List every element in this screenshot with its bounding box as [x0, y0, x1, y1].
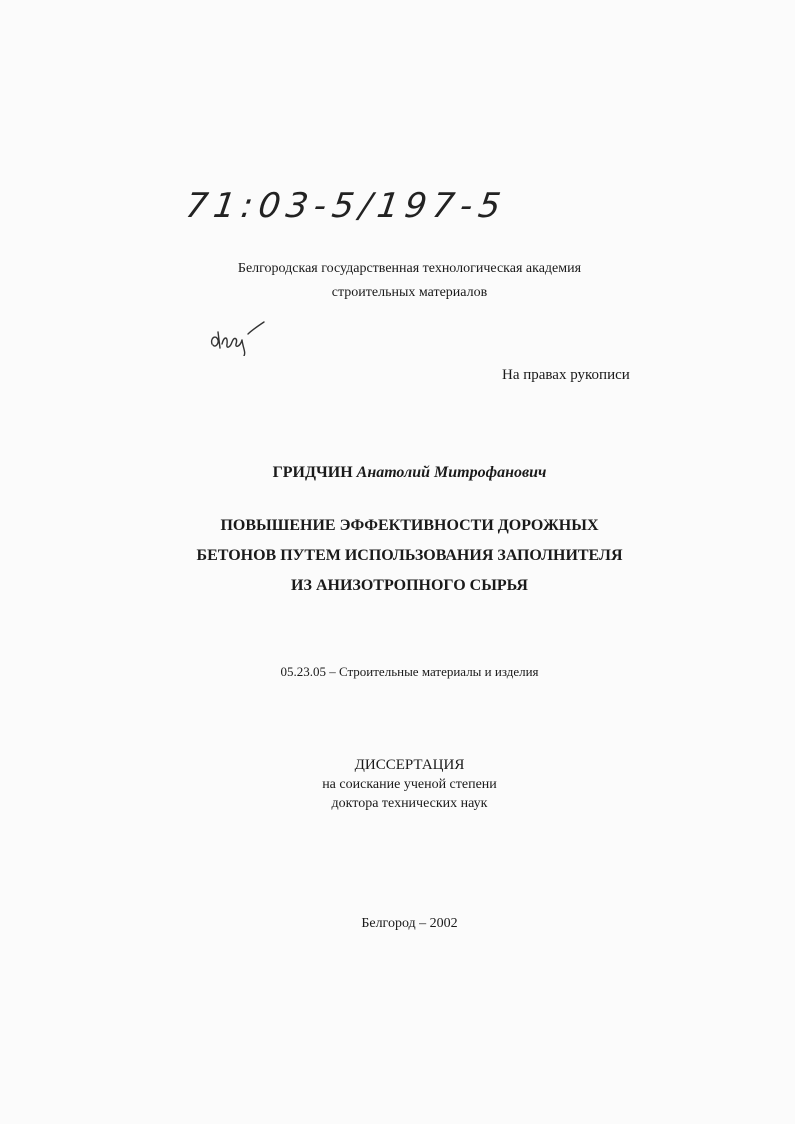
signature-mark — [208, 318, 268, 356]
thesis-title-line-3: ИЗ АНИЗОТРОПНОГО СЫРЬЯ — [291, 577, 528, 594]
manuscript-rights-label: На правах рукописи — [502, 367, 630, 383]
author-name — [12, 464, 795, 482]
thesis-type: ДИССЕРТАЦИЯ — [354, 757, 465, 773]
thesis-purpose: на соискание ученой степени — [322, 777, 497, 792]
institution-line-1: Белгородская государственная технологическая академия — [237, 261, 582, 276]
thesis-title-line-2: БЕТОНОВ ПУТЕМ ИСПОЛЬЗОВАНИЯ ЗАПОЛНИТЕЛЯ — [196, 547, 623, 564]
institution-line-2: строительных материалов — [331, 285, 488, 300]
place-year: Белгород – 2002 — [361, 916, 458, 931]
archive-code-handwritten: 71:03-5/197-5 — [183, 186, 509, 226]
thesis-title-line-1: ПОВЫШЕНИЕ ЭФФЕКТИВНОСТИ ДОРОЖНЫХ — [220, 517, 599, 534]
specialty-code: 05.23.05 – Строительные материалы и изделия — [280, 664, 539, 679]
author-surname: ГРИДЧИН — [272, 464, 353, 481]
thesis-degree: доктора технических наук — [331, 796, 488, 811]
author-given-names: Анатолий Митрофанович — [356, 464, 547, 481]
